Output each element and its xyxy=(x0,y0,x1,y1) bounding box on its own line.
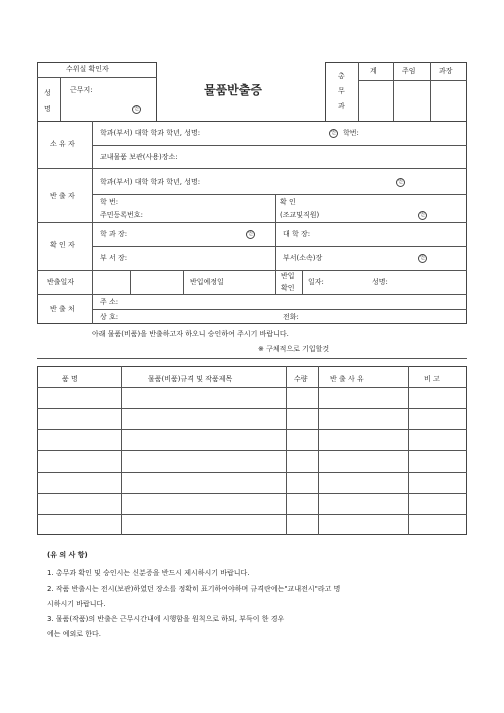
exporter-mid-line xyxy=(92,194,467,195)
exporter-bottom-line xyxy=(37,222,467,223)
return-confirm-2: 확인 xyxy=(281,284,295,292)
exporter-resident-no: 주민등록번호: xyxy=(100,211,143,219)
date-split-3 xyxy=(275,270,276,294)
exporter-label: 반 출 자 xyxy=(50,192,75,200)
owner-bottom-line xyxy=(37,168,467,169)
guard-seal-icon: 인 xyxy=(132,105,141,114)
section-divider xyxy=(37,358,467,359)
name-label-top: 성 xyxy=(44,89,51,97)
guard-divider xyxy=(37,77,157,78)
exporter-split-line xyxy=(275,194,276,222)
table-row-line xyxy=(37,387,467,388)
note-item-2a: 2. 작품 반출시는 전시(보관)하였던 장소를 정확히 표기하여야하며 규격란에는"교내전시"라고 명 xyxy=(47,585,341,593)
dean-label: 대 학 장: xyxy=(283,230,311,238)
owner-line1: 학과(부서) 대학 학과 학년, 성명: xyxy=(100,129,201,137)
approval-left-divider xyxy=(358,62,359,122)
note-item-3b: 에는 예외로 한다. xyxy=(47,630,102,638)
items-header-qty: 수량 xyxy=(294,375,308,383)
approval-header-line xyxy=(358,80,467,81)
destination-trade-name: 상 호: xyxy=(100,313,119,321)
destination-label: 반 출 처 xyxy=(50,305,75,313)
exporter-seal-icon: 인 xyxy=(396,178,405,187)
approval-divider-3 xyxy=(430,62,431,122)
approval-divider-2 xyxy=(393,62,394,122)
planned-return-label: 반입예정일 xyxy=(190,278,224,286)
exporter-confirm: 확 인 xyxy=(280,198,296,206)
exporter-confirm-seal-icon: 인 xyxy=(418,211,427,220)
items-header-remarks: 비 고 xyxy=(424,375,440,383)
request-sentence: 아래 물품(비품)을 반출하고자 하오니 승인하여 주시기 바랍니다. xyxy=(92,330,289,338)
table-row-line xyxy=(37,450,467,451)
owner-student-no: 학번: xyxy=(343,129,359,137)
exporter-confirm-sub: (조교및직원) xyxy=(280,211,320,219)
note-item-3a: 3. 물품(작품)의 반출은 근무시간내에 시행함을 원칙으로 하되, 부득이 한 경우 xyxy=(47,615,285,623)
dept-head-label: 학 과 장: xyxy=(100,230,128,238)
owner-seal-icon: 인 xyxy=(329,129,338,138)
confirmer-label: 확 인 자 xyxy=(50,241,75,249)
confirmer-split-line xyxy=(275,222,276,270)
gen-affairs-2: 무 xyxy=(338,87,345,95)
note-item-1: 1. 총무과 확인 및 승인시는 신분증을 반드시 제시하시기 바랍니다. xyxy=(47,569,250,577)
date-split-2 xyxy=(183,270,184,294)
approval-manager: 과장 xyxy=(439,67,453,75)
table-row-line xyxy=(37,472,467,473)
guard-name-divider xyxy=(60,77,61,122)
office-head-seal-icon: 인 xyxy=(418,254,427,263)
table-row-line xyxy=(37,429,467,430)
office-head-label: 부 서 장: xyxy=(100,254,128,262)
confirmer-mid-line xyxy=(92,246,467,247)
note-item-2b: 시하시기 바랍니다. xyxy=(47,600,106,608)
approval-chief: 주임 xyxy=(402,67,416,75)
table-row-line xyxy=(37,514,467,515)
items-header-name: 품 명 xyxy=(62,375,78,383)
exporter-line1: 학과(부서) 대학 학과 학년, 성명: xyxy=(100,178,201,186)
dept-head-seal-icon: 인 xyxy=(246,230,255,239)
destination-mid-line xyxy=(92,309,467,310)
post-label: 근무지: xyxy=(70,86,93,94)
gen-affairs-1: 총 xyxy=(338,72,345,80)
notes-title: (유 의 사 항) xyxy=(47,551,88,559)
table-row-line xyxy=(37,408,467,409)
gen-affairs-3: 과 xyxy=(338,102,345,110)
return-date-label: 일자: xyxy=(308,278,324,286)
page-title: 물품반출증 xyxy=(204,83,262,97)
date-split-4 xyxy=(302,270,303,294)
date-bottom-line xyxy=(37,294,467,295)
export-date-label: 반출일자 xyxy=(47,278,75,286)
table-row-line xyxy=(37,493,467,494)
owner-mid-line xyxy=(92,145,467,146)
office-head2-label: 부서(소속)장 xyxy=(283,254,323,262)
items-header-spec: 물품(비품)규격 및 작품제목 xyxy=(148,375,233,383)
approval-clerk: 계 xyxy=(370,67,377,75)
exporter-student-no: 학 번: xyxy=(100,198,119,206)
date-split-1 xyxy=(130,270,131,294)
owner-line2: 교내물품 보관(사용)장소: xyxy=(100,153,178,161)
destination-phone: 전화: xyxy=(283,313,299,321)
guard-label: 수위실 확인자 xyxy=(66,65,109,73)
name-label-bottom: 명 xyxy=(44,105,51,113)
return-name-label: 성명: xyxy=(372,278,388,286)
request-note: ※ 구체적으로 기입할것 xyxy=(258,345,330,353)
destination-address: 주 소: xyxy=(100,298,119,306)
confirmer-bottom-line xyxy=(37,270,467,271)
items-header-reason: 반 출 사 유 xyxy=(330,375,364,383)
return-confirm-1: 반입 xyxy=(281,272,295,280)
owner-label: 소 유 자 xyxy=(50,140,75,148)
